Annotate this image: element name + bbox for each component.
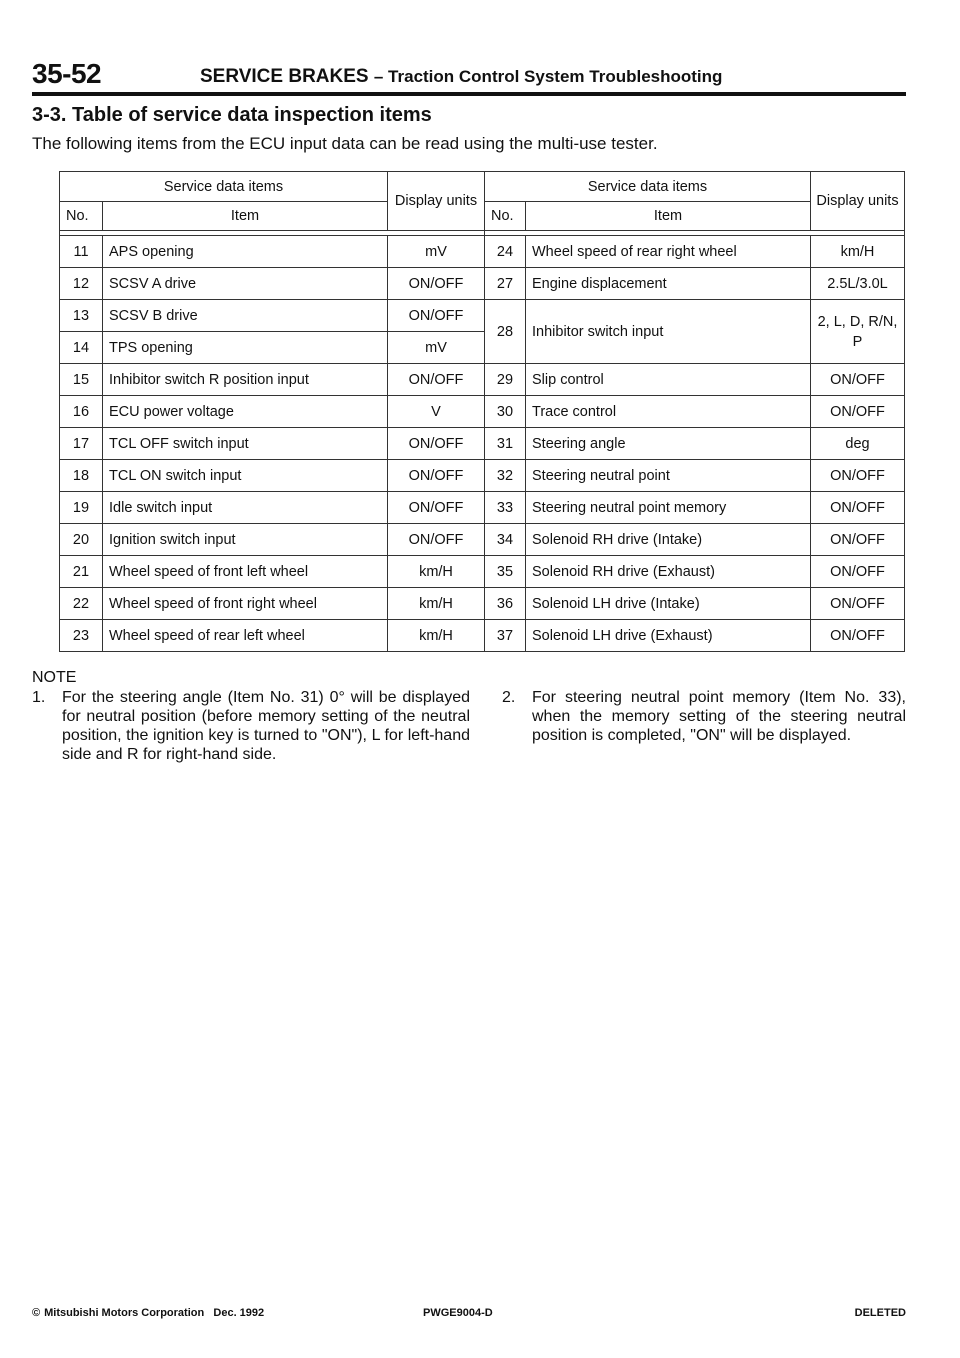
chapter-subtitle: – Traction Control System Troubleshooting xyxy=(373,67,723,86)
row-units: ON/OFF xyxy=(811,524,905,556)
row-item: TCL OFF switch input xyxy=(103,428,388,460)
row-units: km/H xyxy=(811,236,905,268)
right-group-header: Service data items xyxy=(485,172,811,202)
row-units: ON/OFF xyxy=(388,268,485,300)
row-no: 32 xyxy=(485,460,526,492)
row-units: ON/OFF xyxy=(811,588,905,620)
footer-copyright xyxy=(32,1307,264,1319)
row-item: TCL ON switch input xyxy=(103,460,388,492)
row-item: SCSV B drive xyxy=(103,300,388,332)
row-item: Engine displacement xyxy=(526,268,811,300)
row-units: km/H xyxy=(388,620,485,652)
note-item xyxy=(502,688,906,745)
row-no: 31 xyxy=(485,428,526,460)
row-units: ON/OFF xyxy=(811,492,905,524)
row-no: 17 xyxy=(60,428,103,460)
row-item: Wheel speed of rear right wheel xyxy=(526,236,811,268)
table-row xyxy=(60,524,905,556)
row-no: 33 xyxy=(485,492,526,524)
table-row xyxy=(60,236,905,268)
row-no: 20 xyxy=(60,524,103,556)
row-item: Wheel speed of front right wheel xyxy=(103,588,388,620)
row-no: 24 xyxy=(485,236,526,268)
row-no: 11 xyxy=(60,236,103,268)
left-units-header: Display units xyxy=(388,172,485,231)
note-item xyxy=(32,688,470,764)
row-no: 16 xyxy=(60,396,103,428)
row-no: 28 xyxy=(485,300,526,364)
table-row xyxy=(60,556,905,588)
page-number: 35-52 xyxy=(32,58,102,89)
row-no: 27 xyxy=(485,268,526,300)
right-item-header: Item xyxy=(526,202,811,231)
chapter-title xyxy=(200,66,722,88)
table-row xyxy=(60,300,905,332)
row-no: 35 xyxy=(485,556,526,588)
row-no: 19 xyxy=(60,492,103,524)
row-units: 2.5L/3.0L xyxy=(811,268,905,300)
table-row xyxy=(60,588,905,620)
table-header-row xyxy=(60,172,905,202)
row-item: Solenoid LH drive (Intake) xyxy=(526,588,811,620)
row-no: 22 xyxy=(60,588,103,620)
row-no: 13 xyxy=(60,300,103,332)
row-units: ON/OFF xyxy=(388,492,485,524)
row-units: ON/OFF xyxy=(811,396,905,428)
row-no: 34 xyxy=(485,524,526,556)
footer-status: DELETED xyxy=(854,1307,906,1319)
row-units: deg xyxy=(811,428,905,460)
row-no: 14 xyxy=(60,332,103,364)
row-item: Inhibitor switch R position input xyxy=(103,364,388,396)
row-no: 23 xyxy=(60,620,103,652)
row-units: ON/OFF xyxy=(388,460,485,492)
row-units: ON/OFF xyxy=(388,300,485,332)
page-header xyxy=(32,56,906,96)
right-units-header: Display units xyxy=(811,172,905,231)
note-text: For steering neutral point memory (Item No. 33), when the memory setting of the steering neutral position is completed, "ON" will be displayed. xyxy=(532,689,906,744)
footer-company: Mitsubishi Motors Corporation xyxy=(44,1307,205,1319)
row-units: mV xyxy=(388,332,485,364)
left-no-header: No. xyxy=(60,202,103,231)
row-no: 12 xyxy=(60,268,103,300)
right-no-header: No. xyxy=(485,202,526,231)
row-units: ON/OFF xyxy=(811,620,905,652)
table-row xyxy=(60,364,905,396)
left-group-header: Service data items xyxy=(60,172,388,202)
row-item: Ignition switch input xyxy=(103,524,388,556)
row-no: 18 xyxy=(60,460,103,492)
table-row xyxy=(60,428,905,460)
row-units: 2, L, D, R/N, P xyxy=(811,300,905,364)
note-text: For the steering angle (Item No. 31) 0° will be displayed for neutral position (before memory setting of the neutral position, the ignition key is turned to "ON"), L for left-hand side and R for right-hand side. xyxy=(62,689,470,763)
row-no: 29 xyxy=(485,364,526,396)
table-row xyxy=(60,460,905,492)
section-heading: 3-3. Table of service data inspection items xyxy=(32,104,432,126)
row-item: Wheel speed of front left wheel xyxy=(103,556,388,588)
row-item: Trace control xyxy=(526,396,811,428)
row-item: Idle switch input xyxy=(103,492,388,524)
table-row xyxy=(60,396,905,428)
footer-code: PWGE9004-D xyxy=(423,1307,493,1319)
footer-date: Dec. 1992 xyxy=(213,1307,265,1319)
row-units: ON/OFF xyxy=(388,364,485,396)
row-item: Inhibitor switch input xyxy=(526,300,811,364)
row-item: Wheel speed of rear left wheel xyxy=(103,620,388,652)
row-units: ON/OFF xyxy=(811,460,905,492)
row-item: Steering neutral point memory xyxy=(526,492,811,524)
section-intro: The following items from the ECU input data can be read using the multi-use tester. xyxy=(32,134,658,153)
row-item: TPS opening xyxy=(103,332,388,364)
row-item: Slip control xyxy=(526,364,811,396)
row-units: km/H xyxy=(388,556,485,588)
service-data-table xyxy=(59,171,905,652)
row-item: Steering angle xyxy=(526,428,811,460)
row-item: SCSV A drive xyxy=(103,268,388,300)
row-item: Solenoid LH drive (Exhaust) xyxy=(526,620,811,652)
row-units: km/H xyxy=(388,588,485,620)
table-row xyxy=(60,268,905,300)
row-item: ECU power voltage xyxy=(103,396,388,428)
left-item-header: Item xyxy=(103,202,388,231)
table-row xyxy=(60,492,905,524)
row-item: Solenoid RH drive (Intake) xyxy=(526,524,811,556)
copyright-icon: © xyxy=(32,1307,41,1319)
row-units: ON/OFF xyxy=(388,524,485,556)
row-item: APS opening xyxy=(103,236,388,268)
row-units: ON/OFF xyxy=(388,428,485,460)
row-no: 36 xyxy=(485,588,526,620)
chapter-title-main: SERVICE BRAKES xyxy=(200,66,369,87)
row-units: mV xyxy=(388,236,485,268)
row-item: Steering neutral point xyxy=(526,460,811,492)
row-units: V xyxy=(388,396,485,428)
note-number: 1. xyxy=(32,689,46,706)
row-no: 21 xyxy=(60,556,103,588)
note-label: NOTE xyxy=(32,669,77,686)
row-item: Solenoid RH drive (Exhaust) xyxy=(526,556,811,588)
row-units: ON/OFF xyxy=(811,556,905,588)
note-number: 2. xyxy=(502,689,516,706)
row-no: 15 xyxy=(60,364,103,396)
table-row xyxy=(60,620,905,652)
row-no: 37 xyxy=(485,620,526,652)
row-units: ON/OFF xyxy=(811,364,905,396)
row-no: 30 xyxy=(485,396,526,428)
